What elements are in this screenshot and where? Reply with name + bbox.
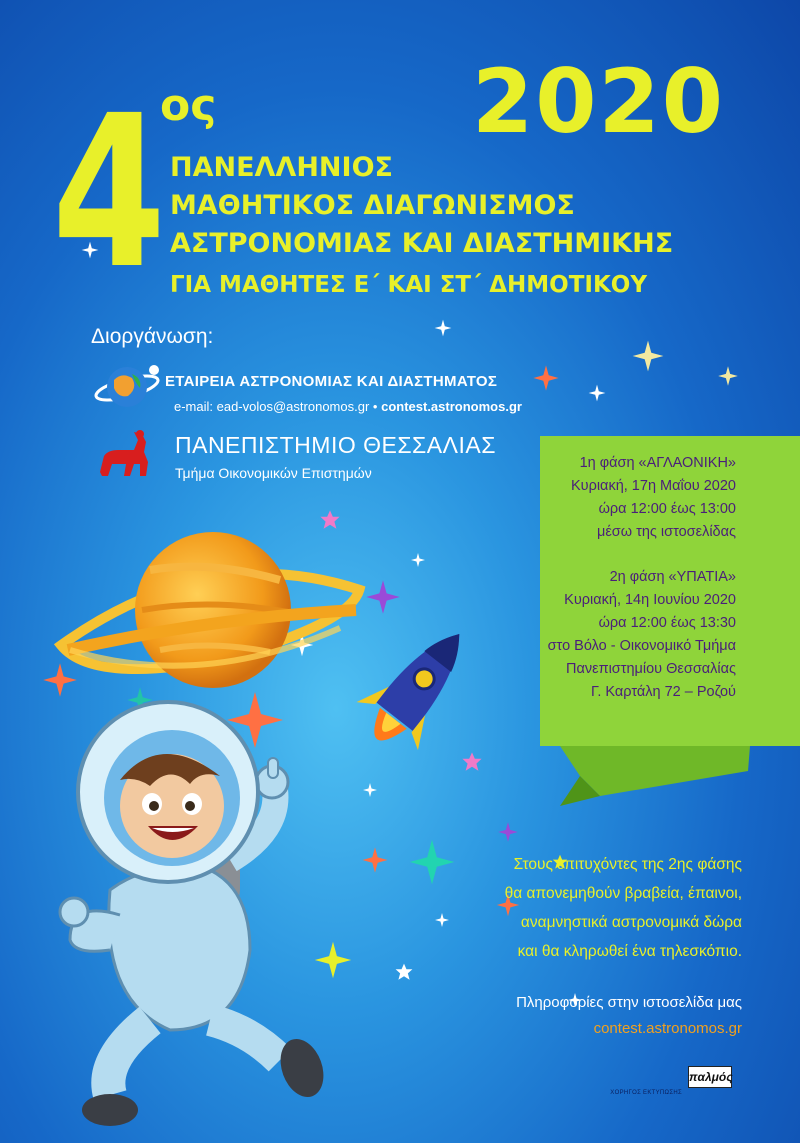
phase-2-place: στο Βόλο - Οικονομικό Τμήμα: [547, 638, 736, 654]
info-block: [516, 990, 742, 1042]
society-website[interactable]: contest.astronomos.gr: [381, 399, 522, 414]
edition-suffix: ος: [160, 80, 217, 131]
society-contact: [174, 399, 522, 414]
phase-1: [571, 452, 736, 544]
phase-2-place2: Πανεπιστημίου Θεσσαλίας: [566, 661, 736, 677]
sponsor-label: ΧΟΡΗΓΟΣ ΕΚΤΥΠΩΣΗΣ: [610, 1090, 682, 1096]
phase-1-place: μέσω της ιστοσελίδας: [596, 524, 736, 540]
prize-line-2: θα απονεμηθούν βραβεία, έπαινοι,: [504, 885, 742, 902]
phase-2-time: ώρα 12:00 έως 13:30: [598, 615, 736, 631]
separator: •: [372, 399, 378, 414]
organizers-label: Διοργάνωση:: [91, 325, 214, 348]
globe-logo-icon: [92, 358, 162, 416]
prize-line-4: και θα κληρωθεί ένα τηλεσκόπιο.: [517, 943, 742, 960]
society-name: ΕΤΑΙΡΕΙΑ ΑΣΤΡΟΝΟΜΙΑΣ ΚΑΙ ΔΙΑΣΤΗΜΑΤΟΣ: [165, 373, 498, 390]
phase-2: [548, 566, 736, 704]
title-line-3: ΑΣΤΡΟΝΟΜΙΑΣ ΚΑΙ ΔΙΑΣΤΗΜΙΚΗΣ: [170, 228, 674, 259]
sponsor-logo-text: παλμός: [689, 1070, 733, 1084]
phase-1-date: Κυριακή, 17η Μαΐου 2020: [570, 478, 736, 494]
prize-line-1: Στους επιτυχόντες της 2ης φάσης: [513, 856, 742, 873]
title-line-1: ΠΑΝΕΛΛΗΝΙΟΣ: [170, 152, 393, 183]
edition-number: 4: [52, 70, 166, 315]
phase-2-title: 2η φάση «ΥΠΑΤΙΑ»: [609, 569, 736, 585]
university-department: Τμήμα Οικονομικών Επιστημών: [175, 465, 372, 481]
prizes-text: [505, 850, 742, 966]
sponsor-logo-icon: [688, 1066, 732, 1088]
astronaut: [40, 700, 350, 1140]
phase-2-date: Κυριακή, 14η Ιουνίου 2020: [564, 592, 736, 608]
phase-1-time: ώρα 12:00 έως 13:00: [598, 501, 736, 517]
rocket: [345, 612, 475, 782]
phase-1-title: 1η φάση «ΑΓΛΑΟΝΙΚΗ»: [579, 455, 736, 471]
society-email: e-mail: ead-volos@astronomos.gr: [174, 399, 370, 414]
prize-line-3: αναμνηστικά αστρονομικά δώρα: [520, 914, 742, 931]
centaur-logo-icon: [94, 428, 158, 482]
info-link[interactable]: contest.astronomos.gr: [593, 1020, 742, 1037]
year: 2020: [472, 50, 725, 153]
phase-2-address: Γ. Καρτάλη 72 – Ροζού: [590, 684, 736, 700]
title-line-2: ΜΑΘΗΤΙΚΟΣ ΔΙΑΓΩΝΙΣΜΟΣ: [170, 190, 575, 221]
info-text: Πληροφορίες στην ιστοσελίδα μας: [516, 994, 742, 1011]
university-name: ΠΑΝΕΠΙΣΤΗΜΙΟ ΘΕΣΣΑΛΙΑΣ: [175, 432, 496, 458]
title-line-4: ΓΙΑ ΜΑΘΗΤΕΣ Ε΄ ΚΑΙ ΣΤ΄ ΔΗΜΟΤΙΚΟΥ: [170, 272, 648, 298]
